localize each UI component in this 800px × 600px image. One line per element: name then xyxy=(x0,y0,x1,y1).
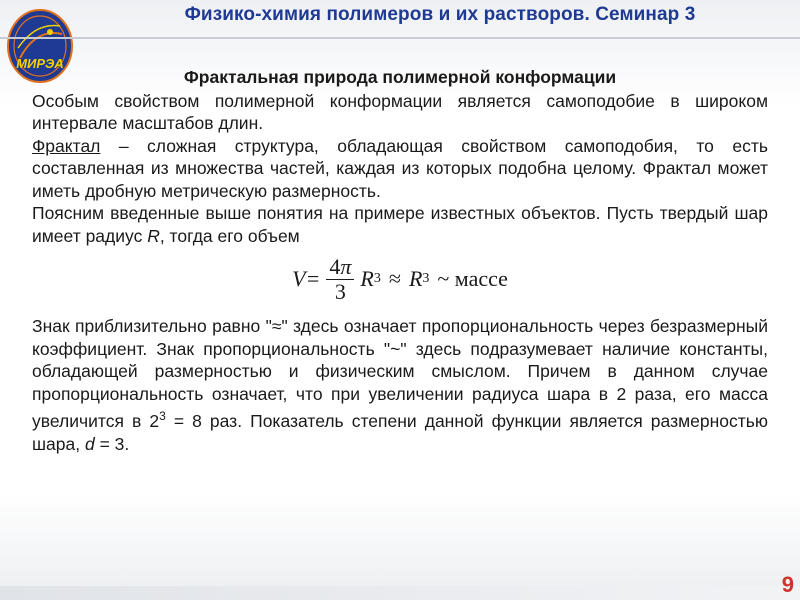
slide-header-title: Физико-химия полимеров и их растворов. Семинар 3 xyxy=(184,4,696,25)
formula-numerator: 4π xyxy=(326,255,354,280)
footer-bar xyxy=(0,586,800,600)
paragraph-4-text-c: = 3. xyxy=(94,433,130,454)
volume-formula xyxy=(32,249,768,309)
formula-denominator: 3 xyxy=(334,278,346,304)
formula-exponent-1: 3 xyxy=(373,270,381,286)
paragraph-fractal-definition xyxy=(32,135,768,203)
paragraph-1-text: Особым свойством полимерной конформации является самоподобие в широком интервале масштабов длин. xyxy=(32,90,768,133)
paragraph-4-superscript: 3 xyxy=(159,409,166,423)
variable-dimension: d xyxy=(84,433,95,454)
paragraph-2-text: – сложная структура, обладающая свойством самоподобия, то есть составленная из множества частей, каждая из которых подобна целому. Фрактал может иметь дробную метрическую размерность. xyxy=(32,135,768,201)
paragraph-4-text-b: = 8 раз. Показатель степени данной функции является размерностью шара, xyxy=(32,411,768,454)
slide-content xyxy=(32,66,768,455)
variable-radius: R xyxy=(147,225,160,246)
section-title: Фрактальная природа полимерной конформации xyxy=(183,67,617,87)
paragraph-3-text: Поясним введенные выше понятия на примере известных объектов. Пусть твердый шар имеет радиус xyxy=(32,203,768,246)
logo-text: МИРЭА xyxy=(16,56,64,71)
paragraph-example-intro xyxy=(32,202,768,247)
paragraph-4-text-a: Знак приблизительно равно "≈" здесь означает пропорциональность через безразмерный коэффициент. Знак пропорциональность "~" здесь подразумевает наличие константы, обладающей размерностью и физическим смыслом. Причем в данном случае пропорциональность означает, что при увеличении радиуса шара в 2 раза, его масса увеличится в 2 xyxy=(32,316,768,431)
formula-exponent-2: 3 xyxy=(422,270,430,286)
page-number: 9 xyxy=(781,572,794,597)
formula-tail: ~ массе xyxy=(437,265,508,291)
paragraph-3-end: , тогда его объем xyxy=(159,225,300,246)
formula-approx: ≈ xyxy=(388,265,401,291)
formula-lhs: V= xyxy=(292,265,321,291)
term-fractal: Фрактал xyxy=(32,135,101,156)
formula-radius-2: R xyxy=(408,265,423,291)
header-divider xyxy=(0,37,800,39)
formula-radius-1: R xyxy=(360,265,374,291)
paragraph-self-similarity xyxy=(32,90,768,135)
formula-fraction xyxy=(326,255,354,304)
paragraph-proportionality xyxy=(32,315,768,455)
